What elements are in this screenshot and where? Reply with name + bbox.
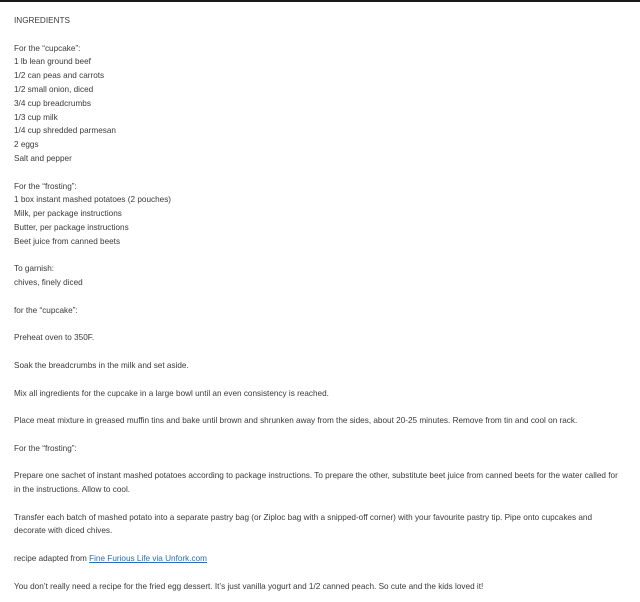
ingredient-item: 1/4 cup shredded parmesan [14, 126, 116, 136]
ingredient-item: Salt and pepper [14, 153, 72, 163]
ingredient-item: 1/3 cup milk [14, 112, 58, 122]
cupcake-ingredients-header: For the “cupcake”: [14, 43, 81, 53]
recipe-credit [14, 552, 626, 566]
step-text: Place meat mixture in greased muffin tins and bake until brown and shrunken away from the sides, about 20-25 minutes. Remove from tin and cool on rack. [14, 416, 578, 426]
credit-link[interactable]: Fine Furious Life via Unfork.com [89, 554, 207, 564]
cupcake-steps-header: for the “cupcake”: [14, 305, 78, 315]
ingredient-item: 3/4 cup breadcrumbs [14, 98, 91, 108]
top-border [0, 0, 640, 2]
ingredient-item: 1 box instant mashed potatoes (2 pouches) [14, 195, 172, 205]
ingredient-item: 1 lb lean ground beef [14, 57, 91, 67]
ingredient-item: 1/2 can peas and carrots [14, 71, 105, 81]
step-text: Mix all ingredients for the cupcake in a large bowl until an even consistency is reached. [14, 388, 329, 398]
step-text: Soak the breadcrumbs in the milk and set aside. [14, 360, 189, 370]
step-text: Prepare one sachet of instant mashed potatoes according to package instructions. To prepare the other, substitute beet juice from canned beets for the water called for in the instructions. Allow to cool. [14, 471, 618, 495]
footer-note: You don’t really need a recipe for the fried egg dessert. It’s just vanilla yogurt and 1/2 canned peach. So cute and the kids loved it! [14, 581, 484, 591]
ingredient-item: Milk, per package instructions [14, 209, 122, 219]
credit-prefix: recipe adapted from [14, 554, 90, 564]
ingredient-item: 2 eggs [14, 140, 39, 150]
step-text: Preheat oven to 350F. [14, 333, 95, 343]
frosting-ingredients-header: For the “frosting”: [14, 181, 77, 191]
garnish-header: To garnish: [14, 264, 55, 274]
ingredient-item: 1/2 small onion, diced [14, 84, 94, 94]
step-text: Transfer each batch of mashed potato into a separate pastry bag (or Ziploc bag with a snipped-off corner) with your favourite pastry tip. Pipe onto cupcakes and decorate with diced chives. [14, 512, 592, 536]
ingredient-item: Beet juice from canned beets [14, 236, 121, 246]
frosting-steps-header: For the “frosting”: [14, 443, 77, 453]
ingredients-heading: INGREDIENTS [14, 16, 70, 25]
ingredient-item: chives, finely diced [14, 278, 83, 288]
recipe-document [14, 14, 626, 593]
ingredient-item: Butter, per package instructions [14, 222, 129, 232]
